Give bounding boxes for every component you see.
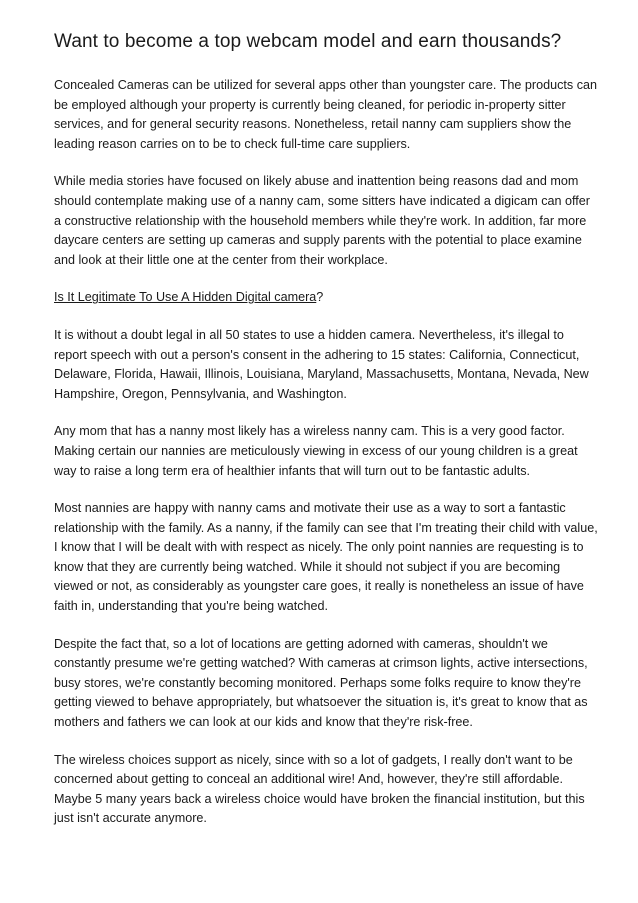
section-heading-link[interactable]: Is It Legitimate To Use A Hidden Digital camera — [54, 290, 317, 305]
page-title: Want to become a top webcam model and earn thousands? — [54, 31, 562, 52]
paragraph: Most nannies are happy with nanny cams and motivate their use as a way to sort a fantastic relationship with the family. As a nanny, if the family can see that I'm treating their child with value, I know that I will be dealt with with respect as nicely. The only point nannies are requesting is to know that they are currently being watched. While it should not subject if you are becoming viewed or not, as considerably as youngster care goes, it really is nonetheless an issue of have faith in, understanding that you're being watched. — [54, 501, 598, 614]
paragraph: Any mom that has a nanny most likely has a wireless nanny cam. This is a very good factor. Making certain our nannies are meticulously viewing in excess of our young children is a great way to raise a long term era of healthier infants that will turn out to be fantastic adults. — [54, 424, 578, 478]
paragraph: While media stories have focused on likely abuse and inattention being reasons dad and mom should contemplate making use of a nanny cam, some sitters have indicated a digicam can offer a constructive relationship with the household members while they're work. In addition, far more daycare centers are setting up cameras and supply parents with the potential to place examine and look at their little one at the center from their workplace. — [54, 174, 590, 267]
paragraph: It is without a doubt legal in all 50 states to use a hidden camera. Nevertheless, it's illegal to report speech with out a person's consent in the adhering to 15 states: California, Connecticut, Delaware, Florida, Hawaii, Illinois, Louisiana, Maryland, Massachusetts, Montana, Nevada, New Hampshire, Oregon, Pennsylvania, and Washington. — [54, 327, 589, 401]
paragraph: Concealed Cameras can be utilized for several apps other than youngster care. The products can be employed although your property is currently being cleaned, for periodic in-property sitter services, and for general security reasons. Nonetheless, retail nanny cam suppliers show the leading reason carries on to be to check full-time care suppliers. — [54, 78, 598, 151]
section-heading-suffix: ? — [316, 290, 324, 305]
paragraph: Despite the fact that, so a lot of locations are getting adorned with cameras, shouldn't we constantly presume we're getting watched? With cameras at crimson lights, active intersections, busy stores, we're constantly becoming monitored. Perhaps some folks require to know they're getting viewed to behave appropriately, but whatsoever the situation is, it's great to know that as mothers and fathers we can look at our kids and know that they're risk-free. — [54, 636, 588, 730]
section-heading — [54, 288, 598, 308]
paragraph: The wireless choices support as nicely, since with so a lot of gadgets, I really don't want to be concerned about getting to conceal an additional wire! And, however, they're still affordable. Maybe 5 many years back a wireless choice would have broken the financial institution, but this just isn't accurate anymore. — [54, 752, 585, 826]
